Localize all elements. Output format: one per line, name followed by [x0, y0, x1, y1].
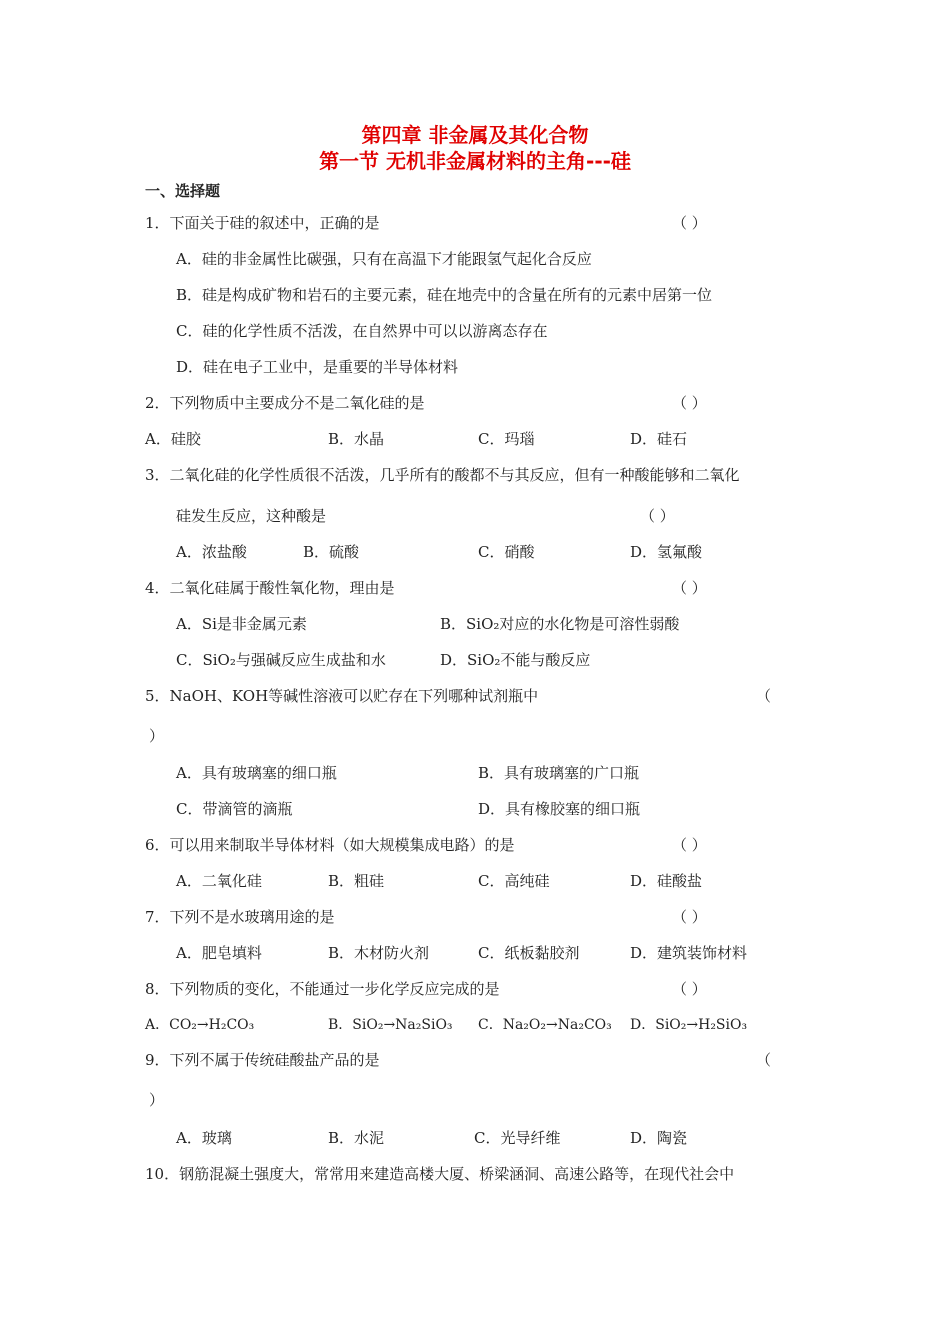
- q9-option-b: B．水泥: [328, 1129, 385, 1147]
- question-3-stem-cont: 硅发生反应，这种酸是: [176, 507, 327, 525]
- q6-option-c: C．高纯硅: [478, 872, 550, 890]
- q2-option-b: B．水晶: [328, 430, 385, 448]
- q3-option-b: B．硫酸: [303, 543, 360, 561]
- question-3-stem: 3．二氧化硅的化学性质很不活泼，几乎所有的酸都不与其反应，但有一种酸能够和二氧化: [145, 466, 740, 484]
- q2-option-d: D．硅石: [630, 430, 688, 448]
- q4-option-a: A．Si是非金属元素: [176, 615, 307, 633]
- q8-option-a: A．CO₂→H₂CO₃: [145, 1017, 255, 1033]
- question-6-stem: 6．可以用来制取半导体材料（如大规模集成电路）的是: [145, 836, 515, 854]
- q7-option-b: B．木材防火剂: [328, 944, 430, 962]
- q5-option-d: D．具有橡胶塞的细口瓶: [478, 800, 641, 818]
- q8-option-c: C．Na₂O₂→Na₂CO₃: [478, 1017, 612, 1033]
- question-5-stem: 5．NaOH、KOH等碱性溶液可以贮存在下列哪种试剂瓶中: [145, 687, 539, 705]
- q1-option-b: B．硅是构成矿物和岩石的主要元素，硅在地壳中的含量在所有的元素中居第一位: [176, 286, 713, 304]
- answer-bracket-5-close: ）: [149, 727, 165, 745]
- section-title: 第一节 无机非金属材料的主角---硅: [319, 149, 631, 173]
- question-10-stem: 10．钢筋混凝土强度大，常常用来建造高楼大厦、桥梁涵洞、高速公路等，在现代社会中: [145, 1165, 735, 1183]
- q4-option-b: B．SiO₂对应的水化物是可溶性弱酸: [440, 615, 680, 633]
- part-heading: 一、选择题: [145, 182, 221, 200]
- q8-option-d: D．SiO₂→H₂SiO₃: [630, 1017, 748, 1033]
- question-2-stem: 2．下列物质中主要成分不是二氧化硅的是: [145, 394, 425, 412]
- q3-option-a: A．浓盐酸: [176, 543, 247, 561]
- answer-bracket-9-close: ）: [149, 1091, 165, 1109]
- q1-option-a: A．硅的非金属性比碳强，只有在高温下才能跟氢气起化合反应: [176, 250, 592, 268]
- q5-option-c: C．带滴管的滴瓶: [176, 800, 293, 818]
- answer-bracket-7: （ ）: [672, 908, 707, 926]
- answer-bracket-6: （ ）: [672, 836, 707, 854]
- question-1-stem: 1．下面关于硅的叙述中，正确的是: [145, 214, 380, 232]
- q2-option-c: C．玛瑙: [478, 430, 535, 448]
- q6-option-a: A．二氧化硅: [176, 872, 262, 890]
- question-9-stem: 9．下列不属于传统硅酸盐产品的是: [145, 1051, 380, 1069]
- q3-option-c: C．硝酸: [478, 543, 535, 561]
- q7-option-d: D．建筑装饰材料: [630, 944, 748, 962]
- answer-bracket-9-open: （: [756, 1051, 772, 1069]
- q2-option-a: A．硅胶: [145, 430, 201, 448]
- q5-option-a: A．具有玻璃塞的细口瓶: [176, 764, 337, 782]
- q9-option-a: A．玻璃: [176, 1129, 232, 1147]
- q1-option-d: D．硅在电子工业中，是重要的半导体材料: [176, 358, 459, 376]
- q8-option-b: B．SiO₂→Na₂SiO₃: [328, 1017, 453, 1033]
- answer-bracket-1: （ ）: [672, 214, 707, 232]
- chapter-title: 第四章 非金属及其化合物: [361, 123, 589, 147]
- answer-bracket-4: （ ）: [672, 579, 707, 597]
- q6-option-d: D．硅酸盐: [630, 872, 703, 890]
- q9-option-c: C．光导纤维: [474, 1129, 561, 1147]
- q4-option-c: C．SiO₂与强碱反应生成盐和水: [176, 651, 386, 669]
- q5-option-b: B．具有玻璃塞的广口瓶: [478, 764, 640, 782]
- q4-option-d: D．SiO₂不能与酸反应: [440, 651, 591, 669]
- q6-option-b: B．粗硅: [328, 872, 385, 890]
- answer-bracket-3: （ ）: [640, 507, 675, 525]
- q7-option-c: C．纸板黏胶剂: [478, 944, 580, 962]
- q7-option-a: A．肥皂填料: [176, 944, 262, 962]
- question-7-stem: 7．下列不是水玻璃用途的是: [145, 908, 335, 926]
- q3-option-d: D．氢氟酸: [630, 543, 703, 561]
- q1-option-c: C．硅的化学性质不活泼，在自然界中可以以游离态存在: [176, 322, 548, 340]
- answer-bracket-5-open: （: [756, 687, 772, 705]
- answer-bracket-8: （ ）: [672, 980, 707, 998]
- answer-bracket-2: （ ）: [672, 394, 707, 412]
- q9-option-d: D．陶瓷: [630, 1129, 688, 1147]
- question-4-stem: 4．二氧化硅属于酸性氧化物，理由是: [145, 579, 395, 597]
- question-8-stem: 8．下列物质的变化，不能通过一步化学反应完成的是: [145, 980, 500, 998]
